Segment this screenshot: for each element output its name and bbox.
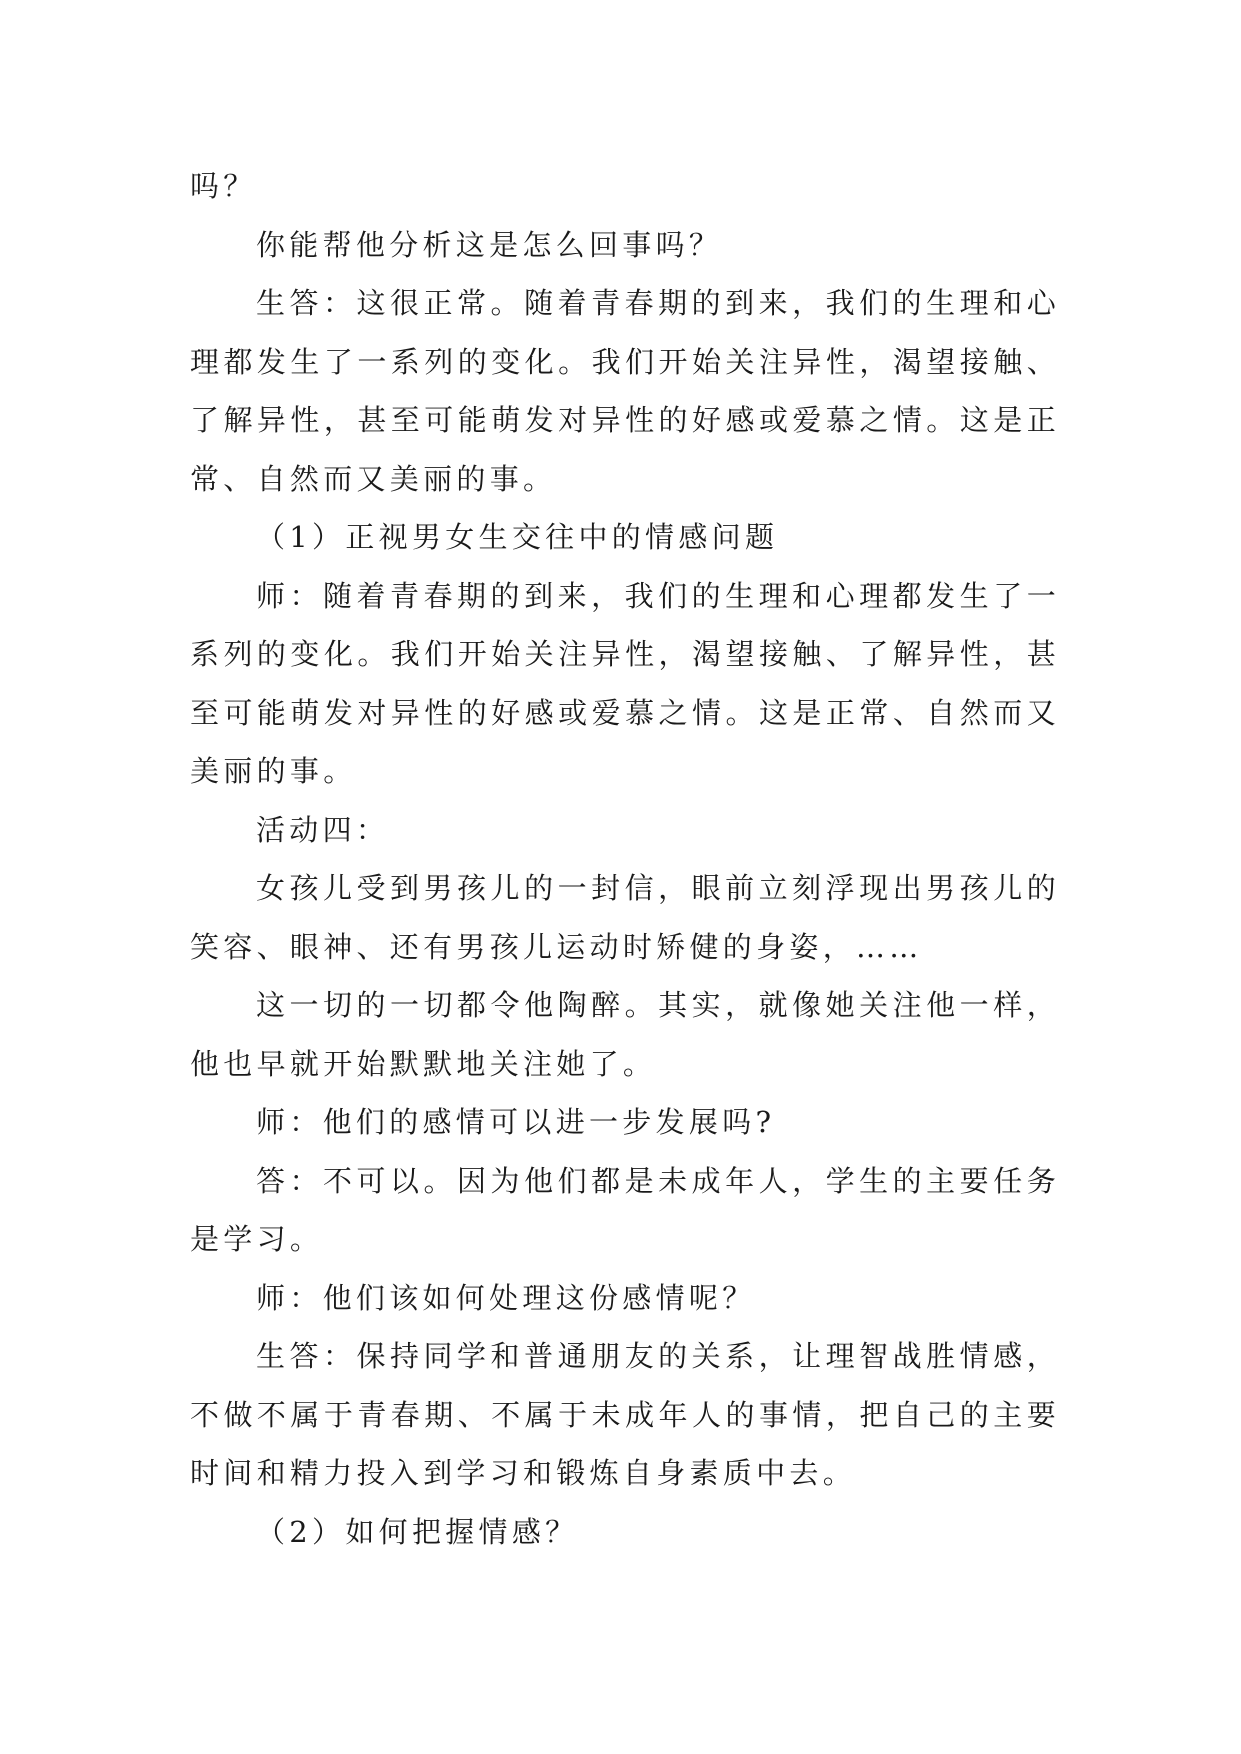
paragraph-continuation: 吗？ (190, 169, 257, 203)
paragraph-teacher-question-1: 师：他们的感情可以进一步发展吗? (256, 1105, 776, 1139)
paragraph-activity-story: 女孩儿受到男孩儿的一封信，眼前立刻浮现出男孩儿的笑容、眼神、还有男孩儿运动时矫健的身姿，…… (190, 871, 1060, 964)
paragraph-student-answer: 生答：这很正常。随着青春期的到来，我们的生理和心理都发生了一系列的变化。我们开始关注异性，渴望接触、了解异性，甚至可能萌发对异性的好感或爱慕之情。这是正常、自然而又美丽的事。 (190, 286, 1060, 496)
paragraph-teacher-statement: 师：随着青春期的到来，我们的生理和心理都发生了一系列的变化。我们开始关注异性，渴望接触、了解异性，甚至可能萌发对异性的好感或爱慕之情。这是正常、自然而又美丽的事。 (190, 578, 1060, 788)
section-heading-1: （1）正视男女生交往中的情感问题 (256, 520, 779, 554)
section-heading-2: （2）如何把握情感？ (256, 1514, 579, 1549)
paragraph-activity-title: 活动四： (256, 812, 390, 847)
paragraph-student-answer-2: 生答：保持同学和普通朋友的关系，让理智战胜情感，不做不属于青春期、不属于未成年人的事情，把自己的主要时间和精力投入到学习和锻炼自身素质中去。 (190, 1339, 1060, 1490)
paragraph-question: 你能帮他分析这是怎么回事吗？ (256, 227, 723, 262)
paragraph-answer-1: 答：不可以。因为他们都是未成年人，学生的主要任务是学习。 (190, 1163, 1060, 1256)
paragraph-teacher-question-2: 师：他们该如何处理这份感情呢？ (256, 1280, 756, 1315)
paragraph-activity-story-continued: 这一切的一切都令他陶醉。其实，就像她关注他一样，他也早就开始默默地关注她了。 (190, 988, 1060, 1081)
document-body (190, 157, 1060, 1561)
